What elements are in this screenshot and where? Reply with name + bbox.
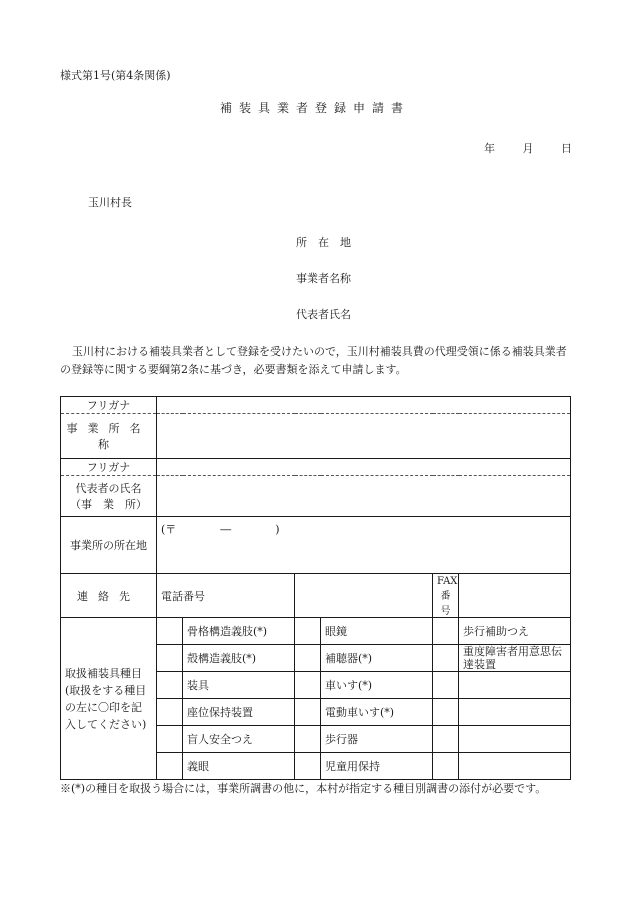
item-name: 座位保持装置	[183, 699, 295, 726]
item-check-cell[interactable]	[295, 618, 321, 645]
item-check-cell[interactable]	[157, 753, 183, 780]
item-check-cell[interactable]	[157, 699, 183, 726]
item-check-cell[interactable]	[295, 645, 321, 672]
representative-label-line2: （事 業 所）	[70, 498, 147, 511]
table-row	[61, 618, 571, 645]
representative-label	[61, 476, 157, 517]
fax-input[interactable]	[459, 574, 571, 618]
item-name: 児童用保持	[321, 753, 433, 780]
item-name	[459, 699, 571, 726]
item-check-cell[interactable]	[157, 618, 183, 645]
office-address-input[interactable]	[157, 517, 571, 574]
phone-label-text: 電話番号	[161, 589, 205, 603]
item-name: 車いす(*)	[321, 672, 433, 699]
form-number: 様式第1号(第4条関係)	[60, 69, 171, 82]
item-name: 電動車いす(*)	[321, 699, 433, 726]
office-name-input[interactable]	[157, 414, 571, 459]
item-check-cell[interactable]	[433, 726, 459, 753]
fax-label	[433, 574, 459, 618]
item-name	[459, 672, 571, 699]
table-row	[61, 414, 571, 459]
applicant-representative-label: 代表者氏名	[296, 308, 351, 321]
item-check-cell[interactable]	[295, 726, 321, 753]
item-name: 歩行器	[321, 726, 433, 753]
date-month: 月	[522, 142, 534, 155]
furigana-rep-input[interactable]	[157, 459, 571, 476]
item-check-cell[interactable]	[433, 672, 459, 699]
table-row	[61, 517, 571, 574]
footnote: ※(*)の種目を取扱う場合には，事業所調書の他に，本村が指定する種目別調書の添付が必要です。	[60, 782, 547, 795]
furigana-label: フリガナ	[61, 397, 157, 414]
item-name: 殻構造義肢(*)	[183, 645, 295, 672]
item-name: 盲人安全つえ	[183, 726, 295, 753]
representative-label-line1: 代表者の氏名	[75, 482, 142, 495]
applicant-location-label: 所 在 地	[296, 236, 351, 249]
applicant-business-name-label: 事業者名称	[296, 272, 351, 285]
contact-label: 連絡先	[61, 574, 157, 618]
item-check-cell[interactable]	[433, 645, 459, 672]
item-name: 義眼	[183, 753, 295, 780]
phone-input[interactable]	[295, 574, 433, 618]
office-address-label: 事業所の所在地	[61, 517, 157, 574]
table-row	[61, 397, 571, 414]
date-year: 年	[484, 142, 495, 155]
table-row	[61, 476, 571, 517]
document-title: 補装具業者登録申請書	[219, 101, 410, 115]
date-line	[484, 140, 582, 156]
table-row	[61, 459, 571, 476]
item-check-cell[interactable]	[295, 753, 321, 780]
item-name: 補聴器(*)	[321, 645, 433, 672]
phone-label	[157, 574, 295, 618]
item-check-cell[interactable]	[157, 726, 183, 753]
item-name: 骨格構造義肢(*)	[183, 618, 295, 645]
item-name	[459, 726, 571, 753]
item-check-cell[interactable]	[295, 699, 321, 726]
postal-code-template: (〒 ― )	[161, 523, 280, 536]
addressee: 玉川村長	[88, 196, 132, 209]
item-name: 歩行補助つえ	[459, 618, 571, 645]
fax-label-text: FAX番号	[437, 576, 458, 617]
furigana-label: フリガナ	[61, 459, 157, 476]
item-name: 装具	[183, 672, 295, 699]
item-name: 重度障害者用意思伝達装置	[459, 645, 571, 672]
item-check-cell[interactable]	[433, 753, 459, 780]
item-check-cell[interactable]	[433, 699, 459, 726]
item-check-cell[interactable]	[157, 672, 183, 699]
application-statement: 玉川村における補装具業者として登録を受けたいので，玉川村補装具費の代理受領に係る補装具業者の登録等に関する要綱第2条に基づき，必要書類を添えて申請します。	[60, 345, 567, 376]
item-check-cell[interactable]	[295, 672, 321, 699]
item-name	[459, 753, 571, 780]
table-row	[61, 574, 571, 618]
date-day: 日	[561, 142, 572, 155]
item-name: 眼鏡	[321, 618, 433, 645]
furigana-office-input[interactable]	[157, 397, 571, 414]
office-name-label: 事業所名称	[61, 414, 157, 459]
item-check-cell[interactable]	[157, 645, 183, 672]
representative-input[interactable]	[157, 476, 571, 517]
handled-items-label: 取扱補装具種目(取扱をする種目の左に〇印を記入してください)	[61, 618, 157, 780]
registration-table	[60, 396, 571, 780]
item-check-cell[interactable]	[433, 618, 459, 645]
